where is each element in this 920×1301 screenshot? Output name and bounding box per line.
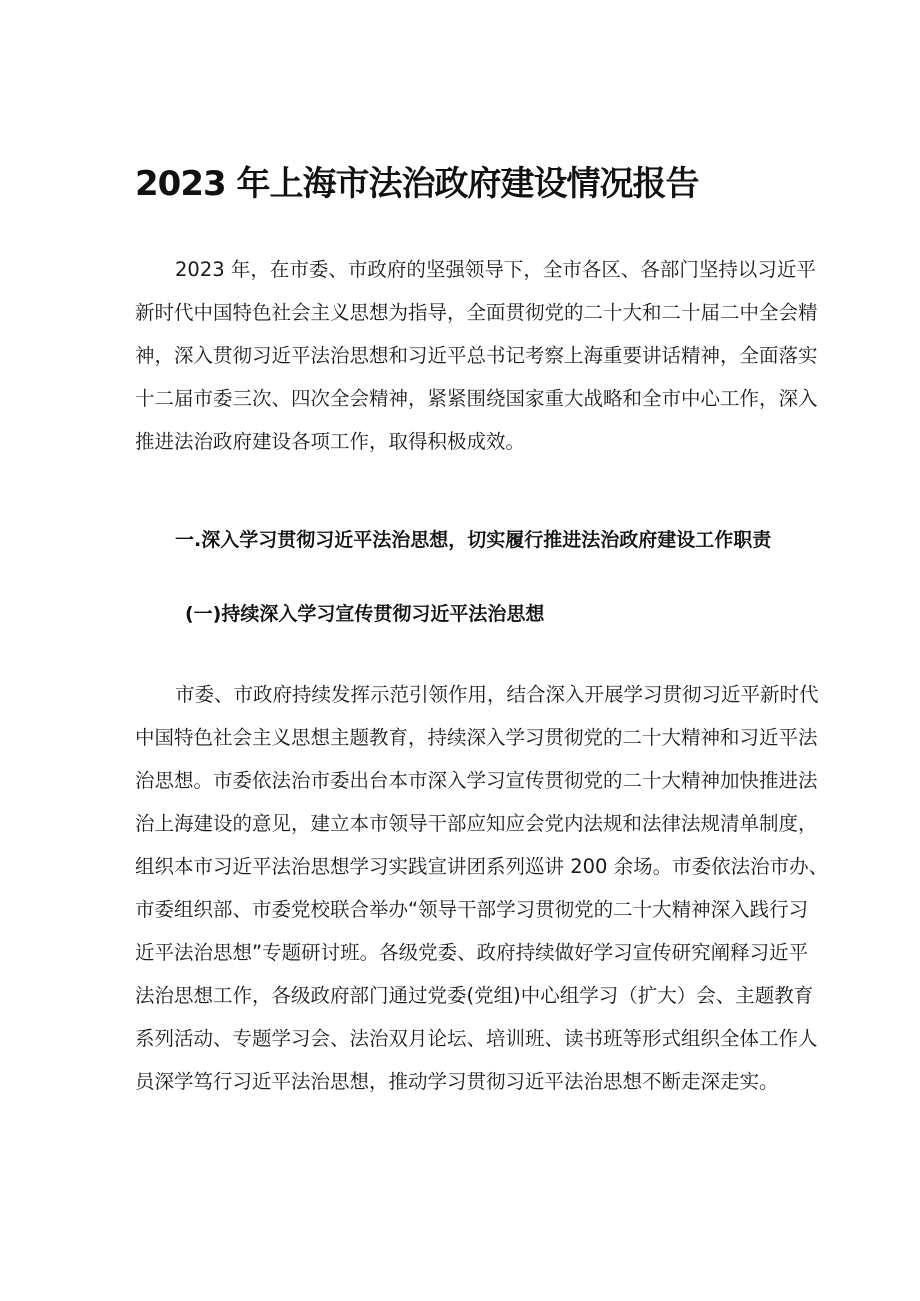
subsection-heading: (一)持续深入学习宣传贯彻习近平法治思想 bbox=[185, 603, 545, 625]
paragraph-line: 市委、市政府持续发挥示范引领作用，结合深入开展学习贯彻习近平新时代 bbox=[175, 683, 819, 706]
document-title: 2023 年上海市法治政府建设情况报告 bbox=[135, 164, 699, 204]
body-paragraph bbox=[135, 673, 829, 1103]
section-heading: 一.深入学习贯彻习近平法治思想，切实履行推进法治政府建设工作职责 bbox=[175, 529, 772, 551]
paragraph-line: 市委组织部、市委党校联合举办“领导干部学习贯彻党的二十大精神深入践行习 bbox=[135, 898, 809, 921]
paragraph-line: 神，深入贯彻习近平法治思想和习近平总书记考察上海重要讲话精神，全面落实 bbox=[135, 344, 818, 367]
paragraph-line: 组织本市习近平法治思想学习实践宣讲团系列巡讲 200 余场。市委依法治市办、 bbox=[135, 855, 829, 878]
paragraph-line: 新时代中国特色社会主义思想为指导，全面贯彻党的二十大和二十届二中全会精 bbox=[135, 301, 818, 324]
paragraph-line: 十二届市委三次、四次全会精神，紧紧围绕国家重大战略和全市中心工作，深入 bbox=[135, 387, 818, 410]
paragraph-line: 系列活动、专题学习会、法治双月论坛、培训班、读书班等形式组织全体工作人 bbox=[135, 1027, 818, 1050]
paragraph-line: 推进法治政府建设各项工作，取得积极成效。 bbox=[135, 430, 526, 453]
paragraph-line: 近平法治思想”专题研讨班。各级党委、政府持续做好学习宣传研究阐释习近平 bbox=[135, 941, 809, 964]
paragraph-line: 治思想。市委依法治市委出台本市深入学习宣传贯彻党的二十大精神加快推进法 bbox=[135, 769, 818, 792]
paragraph-line: 治上海建设的意见，建立本市领导干部应知应会党内法规和法律法规清单制度， bbox=[135, 812, 818, 835]
paragraph-line: 中国特色社会主义思想主题教育，持续深入学习贯彻党的二十大精神和习近平法 bbox=[135, 726, 818, 749]
paragraph-line: 法治思想工作，各级政府部门通过党委(党组)中心组学习（扩大）会、主题教育 bbox=[135, 984, 814, 1007]
paragraph-line: 2023 年，在市委、市政府的坚强领导下，全市各区、各部门坚持以习近平 bbox=[175, 258, 816, 281]
intro-paragraph bbox=[135, 248, 818, 463]
paragraph-line: 员深学笃行习近平法治思想，推动学习贯彻习近平法治思想不断走深走实。 bbox=[135, 1070, 779, 1093]
